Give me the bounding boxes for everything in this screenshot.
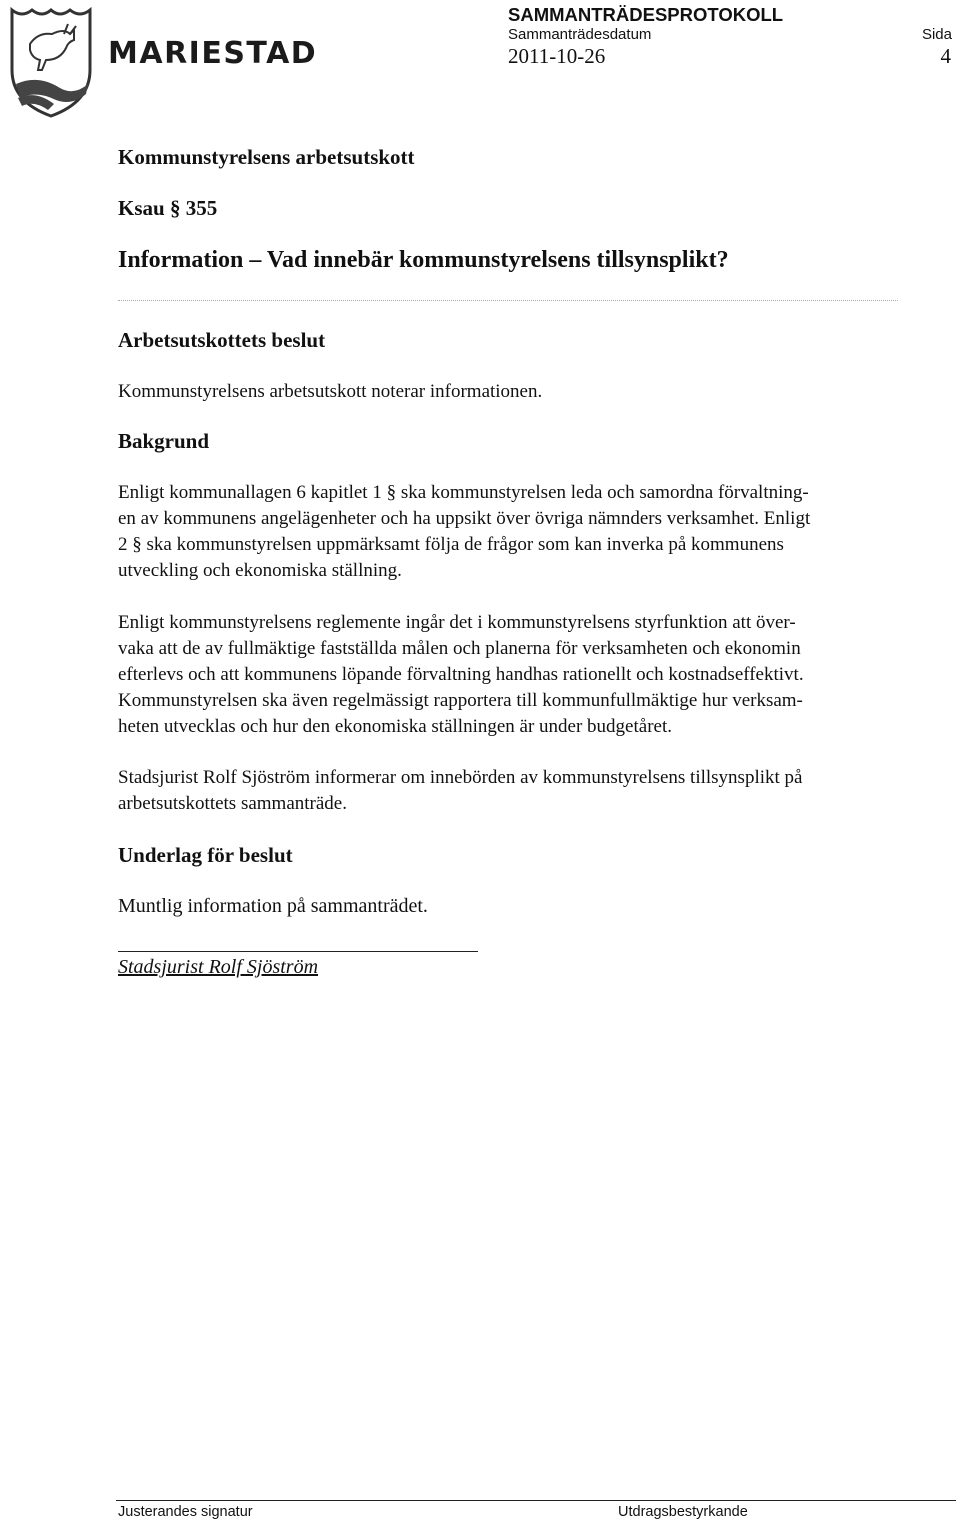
case-reference (118, 196, 217, 221)
date-label: Sammanträdesdatum (508, 26, 652, 43)
committee-name: Kommunstyrelsens arbetsutskott (118, 145, 415, 169)
logo-wordmark: MARIESTAD (108, 36, 318, 71)
section-symbol: § (169, 196, 181, 220)
text-line: Enligt kommunstyrelsens reglemente ingår det i kommunstyrelsens styrfunktion att över- (118, 612, 796, 633)
footer-divider (116, 1500, 956, 1501)
background-paragraph-1 (118, 480, 938, 584)
background-paragraph-3 (118, 765, 938, 817)
document-type: SAMMANTRÄDESPROTOKOLL (508, 4, 784, 25)
decision-text: Kommunstyrelsens arbetsutskott noterar informationen. (118, 381, 543, 402)
date-value: 2011-10-26 (508, 44, 606, 68)
page-label: Sida (921, 26, 952, 43)
case-prefix: Ksau (118, 196, 165, 220)
background-heading: Bakgrund (118, 429, 210, 453)
text-line: heten utvecklas och hur den ekonomiska ställningen är under budgetåret. (118, 716, 672, 737)
signature-name: Stadsjurist Rolf Sjöström (118, 956, 319, 978)
coat-of-arms-icon (8, 4, 94, 120)
text-line: utveckling och ekonomiska ställning. (118, 560, 402, 581)
signature-line (118, 951, 478, 952)
item-title: Information – Vad innebär kommunstyrelsens tillsynsplikt? (118, 247, 729, 273)
basis-heading: Underlag för beslut (118, 843, 293, 867)
text-line: Enligt kommunallagen 6 kapitlet 1 § ska kommunstyrelsen leda och samordna förvaltning- (118, 482, 809, 503)
text-line: Kommunstyrelsen ska även regelmässigt rapportera till kommunfullmäktige hur verksam- (118, 690, 803, 711)
case-number: 355 (185, 196, 218, 220)
text-line: efterlevs och att kommunens löpande förvaltning handhas rationellt och kostnadseffektivt. (118, 664, 804, 685)
text-line: arbetsutskottets sammanträde. (118, 793, 347, 814)
page-number: 4 (940, 44, 951, 68)
decision-heading: Arbetsutskottets beslut (118, 328, 326, 352)
text-line: Stadsjurist Rolf Sjöström informerar om innebörden av kommunstyrelsens tillsynsplikt på (118, 767, 803, 788)
text-line: vaka att de av fullmäktige fastställda målen och planerna för verksamheten och ekonomin (118, 638, 801, 659)
title-divider (118, 300, 898, 301)
text-line: en av kommunens angelägenheter och ha uppsikt över övriga nämnders verksamhet. Enligt (118, 508, 811, 529)
background-paragraph-2 (118, 610, 938, 740)
basis-text: Muntlig information på sammanträdet. (118, 895, 428, 917)
footer-left-label: Justerandes signatur (118, 1504, 253, 1520)
footer-right-label: Utdragsbestyrkande (618, 1504, 748, 1520)
text-line: 2 § ska kommunstyrelsen uppmärksamt följa de frågor som kan inverka på kommunens (118, 534, 784, 555)
